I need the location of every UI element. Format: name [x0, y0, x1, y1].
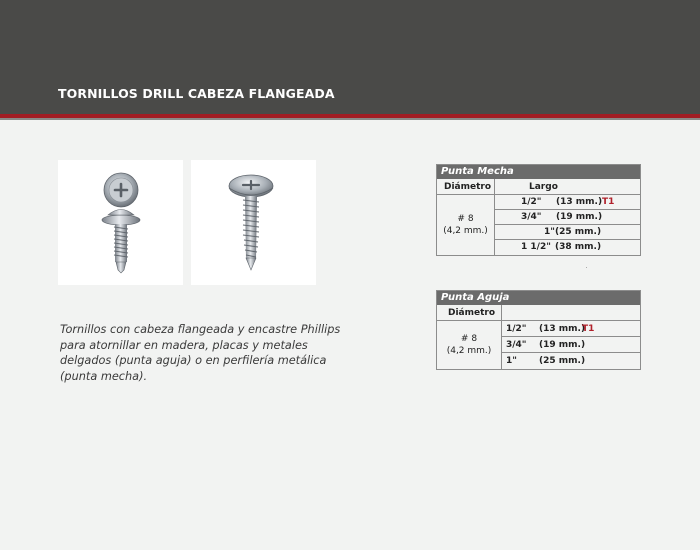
column-header-length: Largo — [529, 182, 558, 192]
table-row — [495, 240, 640, 255]
diameter-cell — [437, 321, 502, 369]
screw-photo-needle — [191, 160, 316, 285]
diameter-mm: (4,2 mm.) — [446, 346, 492, 356]
length-inches: 1" — [544, 227, 555, 237]
screw-photo-drill — [58, 160, 183, 285]
length-inches: 1/2" — [521, 197, 542, 207]
table-row — [502, 353, 640, 369]
table-row — [495, 210, 640, 225]
table-row — [502, 337, 640, 353]
table-row — [495, 195, 640, 210]
sharp-point-flange-screw-photo — [191, 160, 316, 285]
length-mm: (19 mm.) — [556, 212, 603, 222]
length-inches: 3/4" — [506, 340, 527, 350]
column-header-length — [502, 305, 640, 320]
tag-label: T1 — [582, 324, 595, 334]
length-mm: (25 mm.) — [555, 227, 602, 237]
length-mm: (13 mm.) — [556, 197, 603, 207]
length-mm: (19 mm.) — [539, 340, 586, 350]
self-drilling-flange-screw-photo — [58, 160, 183, 285]
length-inches: 3/4" — [521, 212, 542, 222]
table-row — [502, 321, 640, 337]
table-title: Punta Mecha — [437, 165, 640, 179]
table-punta-aguja — [436, 290, 641, 370]
table-row — [495, 225, 640, 240]
diameter-number: # 8 — [460, 334, 478, 344]
stray-dot — [586, 267, 587, 268]
length-inches: 1/2" — [506, 324, 527, 334]
table-title: Punta Aguja — [437, 291, 640, 305]
header-bar — [0, 0, 700, 114]
tag-label: T1 — [602, 197, 615, 207]
length-mm: (25 mm.) — [539, 356, 586, 366]
diameter-cell — [437, 195, 495, 255]
product-description: Tornillos con cabeza flangeada y encastre Phillips para atornillar en madera, placas y metales delgados (punta aguja) o en perfilería metálica (punta mecha). — [60, 323, 341, 383]
column-header-diameter: Diámetro — [437, 179, 495, 194]
length-mm: (38 mm.) — [555, 242, 602, 252]
length-mm: (13 mm.) — [539, 324, 586, 334]
column-header-diameter: Diámetro — [437, 305, 502, 320]
length-inches: 1" — [506, 356, 517, 366]
diameter-number: # 8 — [457, 214, 474, 224]
table-punta-mecha — [436, 164, 641, 256]
header-shadow-line — [0, 118, 700, 120]
table-column-headers — [437, 305, 640, 321]
page-title: TORNILLOS DRILL CABEZA FLANGEADA — [58, 86, 335, 101]
table-column-headers — [437, 179, 640, 195]
length-inches: 1 1/2" — [521, 242, 551, 252]
diameter-mm: (4,2 mm.) — [443, 226, 488, 236]
